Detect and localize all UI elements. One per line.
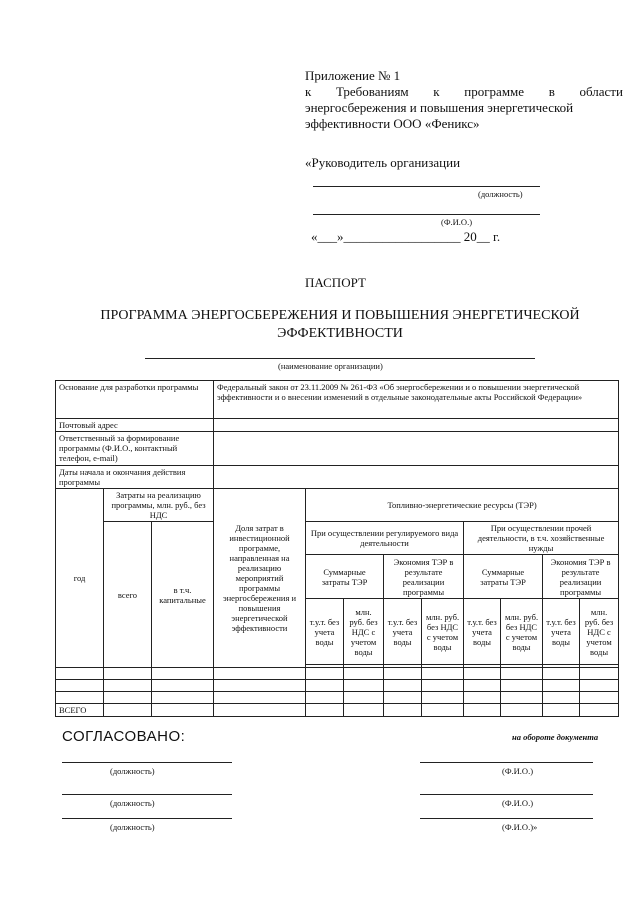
regulated-header: При осуществлении регулируемого вида деятельности bbox=[306, 522, 464, 555]
org-caption: (наименование организации) bbox=[278, 361, 383, 371]
table-row bbox=[56, 692, 619, 704]
header-row-1 bbox=[56, 489, 619, 522]
approval-heading: «Руководитель организации bbox=[305, 155, 461, 170]
requirements-line: к Требованиям к программе в области bbox=[305, 84, 623, 99]
responsible-value bbox=[214, 432, 619, 466]
sign-position-1: (должность) bbox=[110, 766, 155, 776]
program-title: ПРОГРАММА ЭНЕРГОСБЕРЕЖЕНИЯ И ПОВЫШЕНИЯ ЭНЕРГЕТИЧЕСКОЙ ЭФФЕКТИВНОСТИ bbox=[100, 308, 580, 341]
basis-label: Основание для разработки программы bbox=[56, 381, 214, 419]
dates-value bbox=[214, 466, 619, 489]
invest-share-header: Доля затрат в инвестиционной программе, направленная на реализацию мероприятий программы энергосбережения и повышения энергетической эффективности bbox=[214, 489, 306, 668]
table-row bbox=[56, 668, 619, 680]
unit-tut: т.у.т. без учета воды bbox=[543, 599, 580, 665]
sign-line-right-3 bbox=[420, 818, 593, 819]
unit-rub: млн. руб. без НДС с учетом воды bbox=[344, 599, 384, 665]
requirements-line-3: эффективности ООО «Феникс» bbox=[305, 116, 480, 131]
org-name-line bbox=[145, 358, 535, 359]
unit-rub: млн. руб. без НДС с учетом воды bbox=[422, 599, 464, 665]
costs-header: Затраты на реализацию программы, млн. руб., без НДС bbox=[104, 489, 214, 522]
dates-label: Даты начала и окончания действия программы bbox=[56, 466, 214, 489]
date-line: «___»__________________ 20__ г. bbox=[311, 229, 501, 244]
appendix-number: Приложение № 1 bbox=[305, 68, 401, 83]
fer-header: Топливно-энергетические ресурсы (ТЭР) bbox=[306, 489, 619, 522]
info-row-basis bbox=[56, 381, 619, 419]
reg-sum-costs: Суммарные затраты ТЭР bbox=[306, 555, 384, 599]
sign-fio-3: (Ф.И.О.)» bbox=[502, 822, 538, 832]
responsible-label: Ответственный за формирование программы (Ф.И.О., контактный телефон, e-mail) bbox=[56, 432, 214, 466]
unit-tut: т.у.т. без учета воды bbox=[306, 599, 344, 665]
position-caption: (должность) bbox=[478, 189, 523, 199]
header-row-2 bbox=[56, 522, 619, 555]
basis-value: Федеральный закон от 23.11.2009 № 261-ФЗ «Об энергосбережении и о повышении энергетической эффективности и о внесении изменений в отдельные законодательные акты Российской Федерации» bbox=[214, 381, 619, 419]
sign-fio-1: (Ф.И.О.) bbox=[502, 766, 534, 776]
total-header: всего bbox=[104, 522, 152, 668]
unit-rub: млн. руб. без НДС с учетом воды bbox=[501, 599, 543, 665]
other-header: При осуществлении прочей деятельности, в т.ч. хозяйственные нужды bbox=[464, 522, 619, 555]
sign-line-right-1 bbox=[420, 762, 593, 763]
passport-label: ПАСПОРТ bbox=[305, 275, 366, 290]
year-header: год bbox=[56, 489, 104, 668]
info-row-responsible bbox=[56, 432, 619, 466]
reg-savings: Экономия ТЭР в результате реализации программы bbox=[384, 555, 464, 599]
capital-header: в т.ч. капитальные bbox=[152, 522, 214, 668]
agreed-label: СОГЛАСОВАНО: bbox=[62, 728, 186, 745]
unit-rub: млн. руб. без НДС с учетом воды bbox=[580, 599, 619, 665]
sign-line-left-3 bbox=[62, 818, 232, 819]
sign-position-3: (должность) bbox=[110, 822, 155, 832]
fio-caption: (Ф.И.О.) bbox=[441, 217, 473, 227]
reverse-note: на обороте документа bbox=[512, 732, 599, 742]
total-row-label: ВСЕГО bbox=[56, 704, 104, 717]
address-label: Почтовый адрес bbox=[56, 419, 214, 432]
fio-line bbox=[313, 214, 540, 215]
sign-line-left-2 bbox=[62, 794, 232, 795]
info-row-dates bbox=[56, 466, 619, 489]
sign-position-2: (должность) bbox=[110, 798, 155, 808]
info-row-address bbox=[56, 419, 619, 432]
address-value bbox=[214, 419, 619, 432]
position-line bbox=[313, 186, 540, 187]
other-sum-costs: Суммарные затраты ТЭР bbox=[464, 555, 543, 599]
appendix-header bbox=[305, 68, 623, 132]
unit-tut: т.у.т. без учета воды bbox=[464, 599, 501, 665]
unit-tut: т.у.т. без учета воды bbox=[384, 599, 422, 665]
sign-line-left-1 bbox=[62, 762, 232, 763]
sign-line-right-2 bbox=[420, 794, 593, 795]
other-savings: Экономия ТЭР в результате реализации программы bbox=[543, 555, 619, 599]
total-row bbox=[56, 704, 619, 717]
requirements-line-2: энергосбережения и повышения энергетической bbox=[305, 100, 574, 115]
table-row bbox=[56, 680, 619, 692]
sign-fio-2: (Ф.И.О.) bbox=[502, 798, 534, 808]
passport-table bbox=[55, 380, 619, 717]
